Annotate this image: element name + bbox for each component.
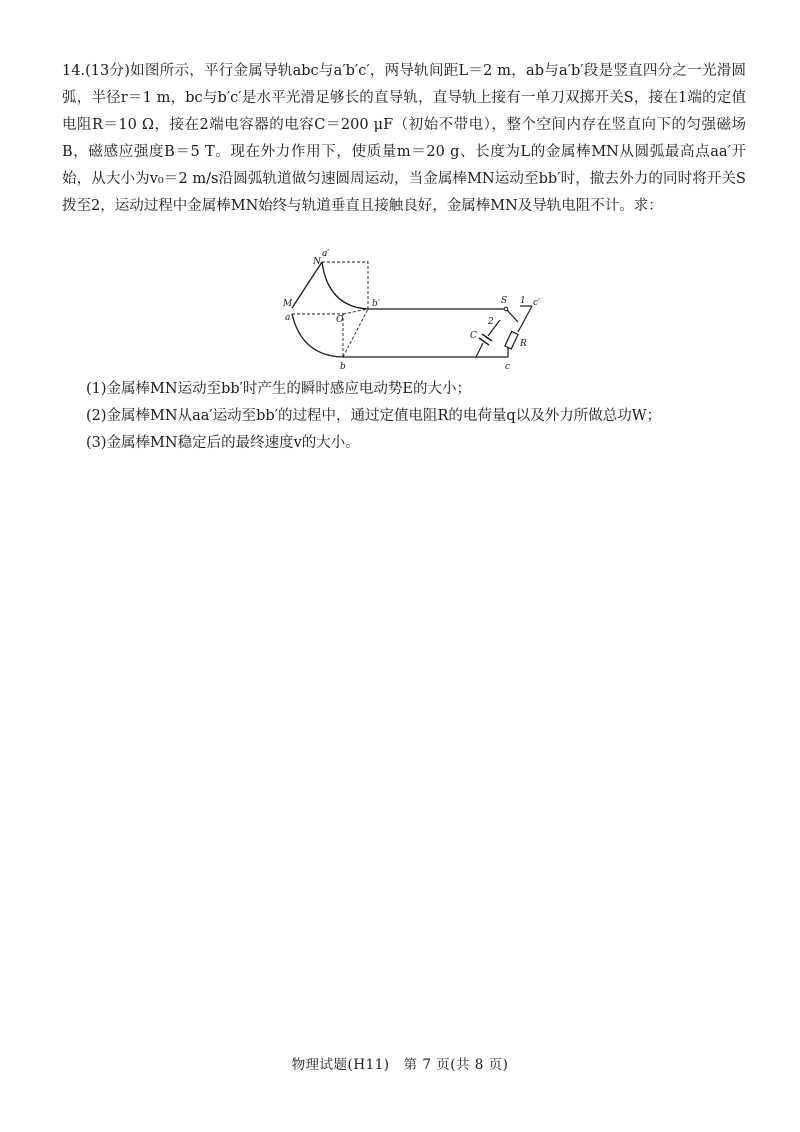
question-14 <box>62 58 746 220</box>
label-two: 2 <box>488 317 494 327</box>
page-footer: 物理试题(H11) 第 7 页(共 8 页) <box>291 1057 509 1073</box>
label-m: M <box>283 299 293 309</box>
question-number: 14. <box>62 63 86 79</box>
switch-pivot <box>504 307 508 311</box>
label-o: O <box>336 315 344 325</box>
label-s: S <box>501 296 508 306</box>
capacitor-plate-1 <box>482 334 492 341</box>
label-c-cap: C <box>470 331 477 341</box>
switch-arm <box>506 309 518 322</box>
label-a: a <box>285 313 291 323</box>
capacitor-plate-2 <box>479 338 489 345</box>
label-one: 1 <box>520 296 526 306</box>
question-text: (13分)如图所示，平行金属导轨abc与a′b′c′，两导轨间距L＝2 m，ab与a′b′段是竖直四分之一光滑圆弧，半径r＝1 m，bc与b′c′是水平光滑足够长的直导轨，直导轨上接有一单刀双掷开关S，接在1端的定值电阻R＝10 Ω，接在2端电容器的电容C＝200 μF（初始不带电），整个空间内存在竖直向下的匀强磁场B，磁感应强度B＝5 T。现在外力作用下，使质量m＝20 g、长度为L的金属棒MN从圆弧最高点aa′开始，从大小为v₀＝2 m/s沿圆弧轨道做匀速圆周运动，当金属棒MN运动至bb′时，撤去外力的同时将开关S拨至2，运动过程中金属棒MN始终与轨道垂直且接触良好，金属棒MN及导轨电阻不计。求： <box>62 63 746 214</box>
label-n: N <box>313 257 321 267</box>
dashed-lines <box>292 262 368 357</box>
label-c-prime: c′ <box>533 298 541 308</box>
subquestion-3: (3)金属棒MN稳定后的最终速度v的大小。 <box>86 435 360 451</box>
label-b: b <box>340 362 346 372</box>
wire-capacitor-down <box>476 343 483 357</box>
subquestion-2: (2)金属棒MN从aa′运动至bb′的过程中，通过定值电阻R的电荷量q以及外力所做总功W； <box>86 408 662 424</box>
subquestion-1: (1)金属棒MN运动至bb′时产生的瞬时感应电动势E的大小； <box>86 381 472 397</box>
label-a-prime: a′ <box>322 249 330 259</box>
arc-far-rail <box>322 262 367 309</box>
label-c: c <box>505 362 511 372</box>
label-b-prime: b′ <box>372 299 380 309</box>
label-r: R <box>520 339 527 349</box>
resistor-r <box>505 331 518 348</box>
metal-bar-mn <box>292 262 322 308</box>
circuit-figure <box>280 248 550 373</box>
wire-right-down <box>518 306 532 332</box>
